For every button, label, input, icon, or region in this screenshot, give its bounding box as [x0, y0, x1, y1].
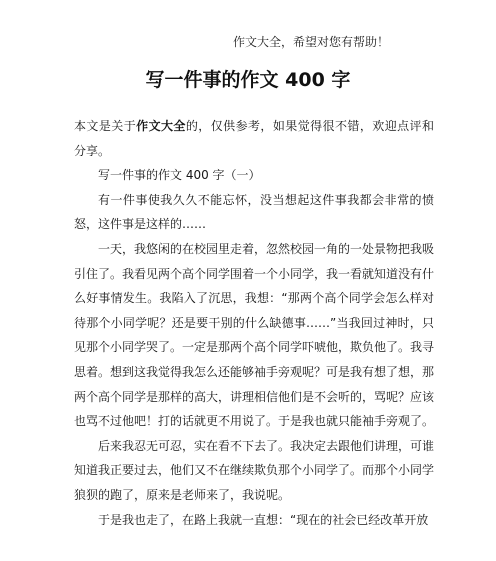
intro-after: 的，仅供参考，如果觉得很不错，欢迎点评和分享。 [74, 119, 434, 158]
paragraph-1: 有一件事使我久久不能忘怀，没当想起这件事我都会非常的愤怒，这件事是这样的…… [74, 192, 434, 232]
paragraph-2: 一天，我悠闲的在校园里走着，忽然校园一角的一处景物把我吸引住了。我看见两个高个同学围着一个小同学，我一看就知道没有什么好事情发生。我陷入了沉思，我想：“那两个高个同学会怎么样对待那个小同学呢？还是要干别的什么缺德事……”当我回过神时，只见那个小同学哭了。一定是那两个高个同学吓唬他，欺负他了。我寻思着。想到这我觉得我怎么还能够袖手旁观呢？可是我有想了想，那两个高个同学是那样的高大，讲理相信他们是不会听的，骂呢？应该也骂不过他吧！打的话就更不用说了。于是我也就只能袖手旁观了。 [74, 241, 435, 429]
article-subtitle: 写一件事的作文 400 字（一） [98, 168, 261, 183]
paragraph-4: 于是我也走了，在路上我就一直想：“现在的社会已经改革开放 [98, 512, 429, 527]
intro-paragraph [74, 114, 434, 163]
paragraph-3: 后来我忍无可忍，实在看不下去了。我决定去跟他们讲理，可谁知道我正要过去，他们又不在继续欺负那个小同学了。而那个小同学狼狈的跑了，原来是老师来了，我说呢。 [74, 438, 435, 502]
header-note: 作文大全，希望对您有帮助！ [233, 35, 390, 49]
page-title: 写一件事的作文 400 字 [145, 69, 351, 91]
intro-bold: 作文大全 [136, 119, 186, 133]
intro-before: 本文是关于 [74, 119, 137, 133]
article-body [74, 114, 434, 532]
